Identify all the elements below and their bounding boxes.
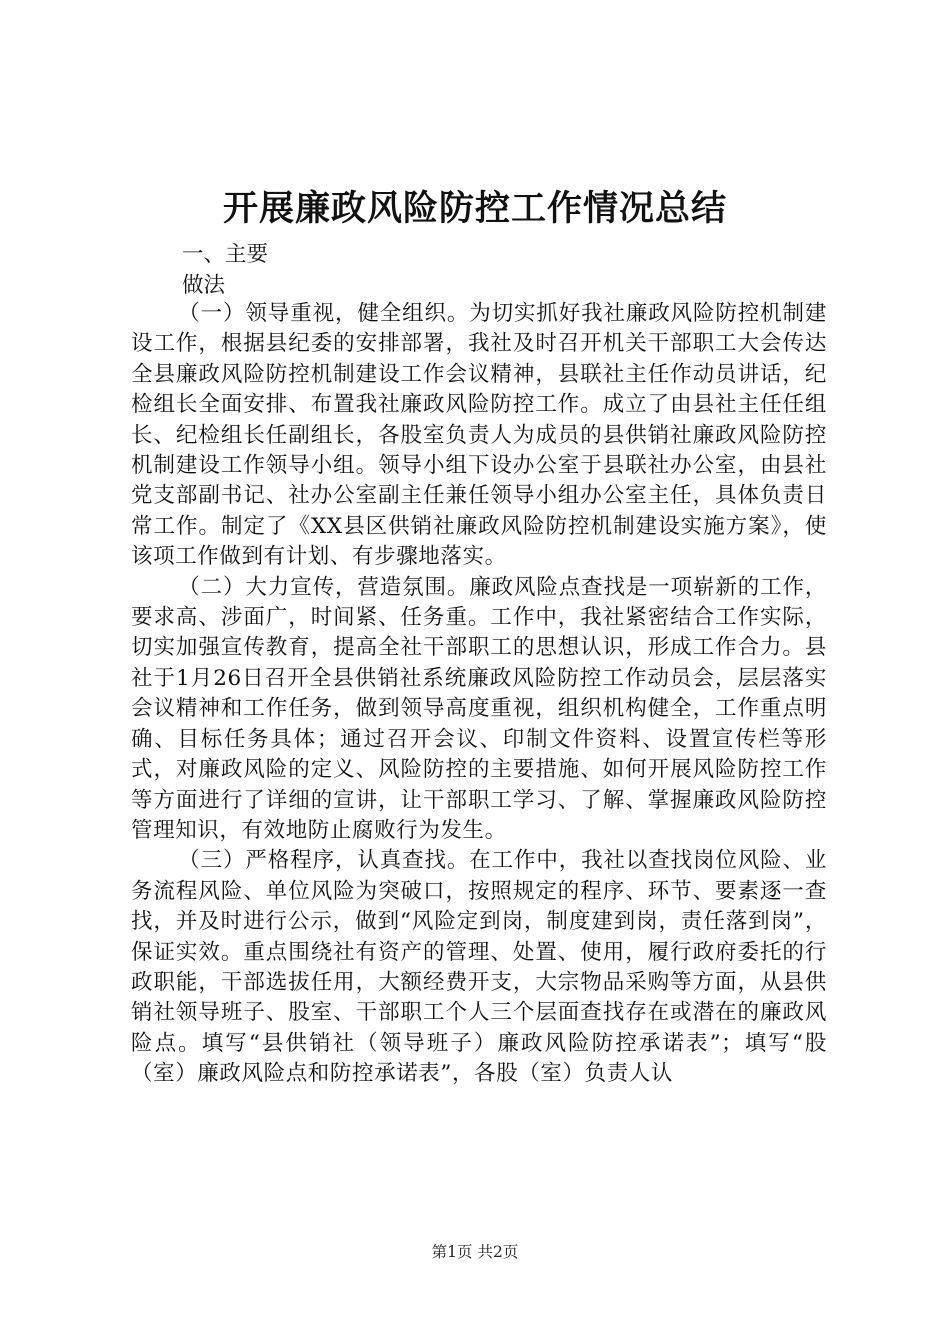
paragraph-leadership: （一）领导重视，健全组织。为切实抓好我社廉政风险防控机制建设工作，根据县纪委的安排部署，我社及时召开机关干部职工大会传达全县廉政风险防控机制建设工作会议精神，县联社主任作动员讲话，纪检组长全面安排、布置我社廉政风险防控工作。成立了由县社主任任组长、纪检组长任副组长，各股室负责人为成员的县供销社廉政风险防控机制建设工作领导小组。领导小组下设办公室于县联社办公室，由县社党支部副书记、社办公室副主任兼任领导小组办公室主任，具体负责日常工作。制定了《XX县区供销社廉政风险防控机制建设实施方案》，使该项工作做到有计划、有步骤地落实。 <box>131 301 827 570</box>
page-footer: 第1页 共2页 <box>431 1243 519 1261</box>
section-heading-part2: 做法 <box>182 273 226 298</box>
document-title: 开展廉政风险防控工作情况总结 <box>222 188 727 229</box>
section-heading-part1: 一、主要 <box>182 242 269 267</box>
paragraph-publicity: （二）大力宣传，营造氛围。廉政风险点查找是一项崭新的工作，要求高、涉面广，时间紧、任务重。工作中，我社紧密结合工作实际，切实加强宣传教育，提高全社干部职工的思想认识，形成工作合力。县社于1月26日召开全县供销社系统廉政风险防控工作动员会，层层落实会议精神和工作任务，做到领导高度重视，组织机构健全，工作重点明确、目标任务具体；通过召开会议、印制文件资料、设置宣传栏等形式，对廉政风险的定义、风险防控的主要措施、如何开展风险防控工作等方面进行了详细的宣讲，让干部职工学习、了解、掌握廉政风险防控管理知识，有效地防止腐败行为发生。 <box>131 574 827 843</box>
document-body <box>131 299 827 1090</box>
paragraph-procedure: （三）严格程序，认真查找。在工作中，我社以查找岗位风险、业务流程风险、单位风险为突破口，按照规定的程序、环节、要素逐一查找，并及时进行公示，做到“风险定到岗，制度建到岗，责任落到岗”，保证实效。重点围绕社有资产的管理、处置、使用，履行政府委托的行政职能，干部选拔任用，大额经费开支，大宗物品采购等方面，从县供销社领导班子、股室、干部职工个人三个层面查找存在或潜在的廉政风险点。填写“县供销社（领导班子）廉政风险防控承诺表”；填写“股（室）廉政风险点和防控承诺表”，各股（室）负责人认 <box>131 848 827 1087</box>
